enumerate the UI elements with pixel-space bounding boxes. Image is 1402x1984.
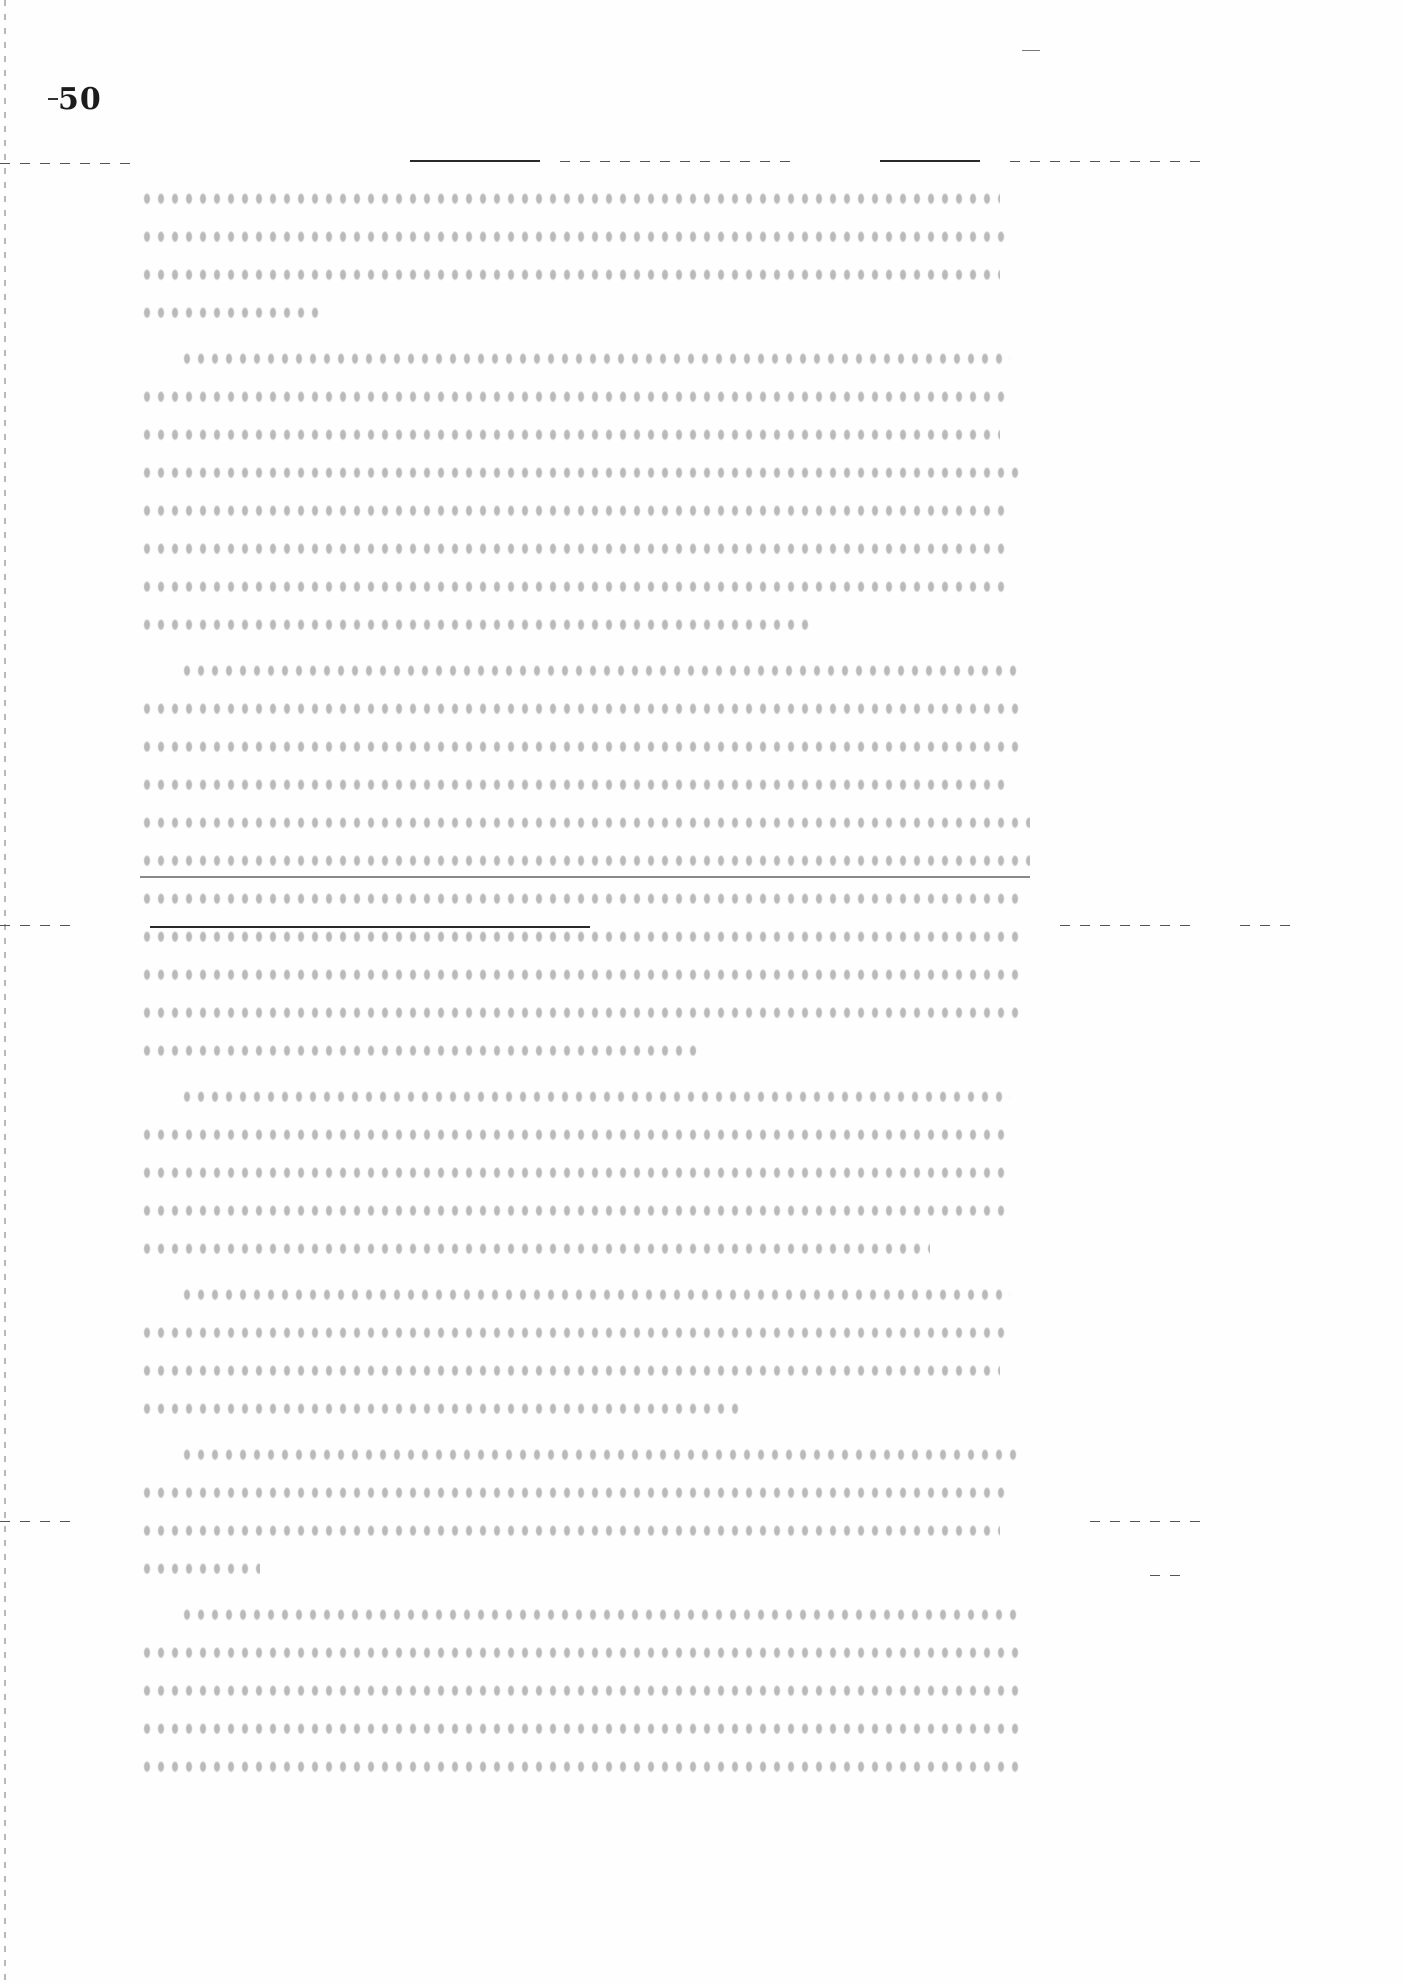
handwritten-line — [140, 918, 1020, 952]
header-rule-1 — [410, 160, 540, 162]
handwritten-line — [140, 1550, 260, 1584]
handwritten-line — [140, 1192, 1010, 1226]
header-rule-4 — [1010, 161, 1210, 162]
handwritten-line — [140, 606, 810, 640]
margin-rule-left — [0, 163, 130, 164]
handwritten-line — [180, 1078, 1010, 1112]
handwritten-line — [140, 492, 1010, 526]
handwritten-line — [180, 1436, 1020, 1470]
margin-mark-1 — [0, 925, 80, 926]
margin-mark-4 — [0, 1521, 70, 1522]
handwritten-line — [140, 804, 1030, 838]
handwritten-line — [140, 1512, 1000, 1546]
handwritten-line — [140, 1032, 700, 1066]
handwritten-line — [140, 568, 1010, 602]
margin-mark-5 — [1090, 1521, 1200, 1522]
handwritten-line — [140, 1154, 1010, 1188]
handwritten-line — [140, 180, 1000, 214]
handwritten-line — [140, 378, 1010, 412]
margin-mark-3 — [1240, 925, 1290, 926]
scan-binding-edge — [4, 0, 6, 1984]
header-rule-3 — [880, 160, 980, 162]
handwritten-line — [140, 728, 1020, 762]
handwritten-line — [140, 1474, 1010, 1508]
handwritten-line — [140, 1634, 1020, 1668]
margin-mark-2 — [1060, 925, 1200, 926]
margin-mark-6 — [1150, 1575, 1180, 1576]
handwritten-line — [140, 956, 1020, 990]
handwritten-line — [140, 994, 1020, 1028]
handwritten-line — [180, 1596, 1020, 1630]
handwritten-line — [140, 1352, 1000, 1386]
handwritten-line — [140, 416, 1000, 450]
page-number: 50 — [58, 82, 102, 117]
header-rule-2 — [560, 161, 800, 162]
handwritten-line — [140, 690, 1020, 724]
handwritten-line — [140, 530, 1010, 564]
handwritten-line — [140, 1230, 930, 1264]
top-tick-mark — [1022, 50, 1040, 51]
handwritten-line — [140, 294, 320, 328]
handwritten-line — [140, 218, 1010, 252]
handwritten-line — [140, 766, 1010, 800]
handwritten-text-block — [140, 180, 1040, 1970]
handwritten-line — [140, 880, 1020, 914]
handwritten-line-struck — [140, 842, 1030, 878]
handwritten-line — [180, 652, 1020, 686]
handwritten-line — [140, 256, 1000, 290]
page-number-dash — [48, 98, 58, 100]
handwritten-line — [140, 1672, 1020, 1706]
handwritten-line — [140, 454, 1020, 488]
handwritten-line — [140, 1116, 1010, 1150]
handwritten-line — [180, 1276, 1010, 1310]
handwritten-line — [140, 1314, 1010, 1348]
handwritten-line — [140, 1710, 1020, 1744]
handwritten-line — [140, 1748, 1020, 1782]
handwritten-line — [180, 340, 1010, 374]
handwritten-line — [140, 1390, 740, 1424]
